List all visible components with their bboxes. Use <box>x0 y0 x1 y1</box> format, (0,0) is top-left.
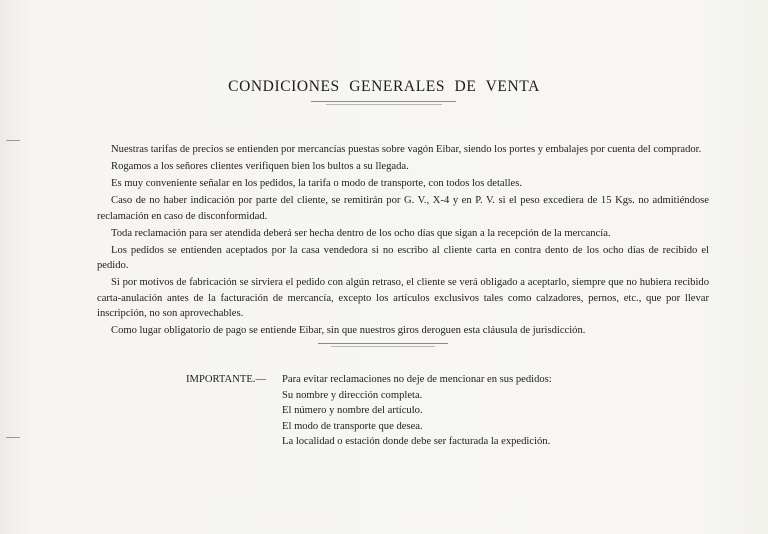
conditions-body <box>97 142 709 340</box>
title-divider <box>311 101 456 102</box>
paragraph: Rogamos a los señores clientes verifiquen bien los bultos a su llegada. <box>111 161 409 172</box>
important-line: La localidad o estación donde debe ser facturada la expedición. <box>282 436 551 447</box>
section-divider <box>318 343 448 344</box>
important-line: Su nombre y dirección completa. <box>282 389 423 401</box>
binder-hole-mark <box>0 437 22 440</box>
paragraph: Como lugar obligatorio de pago se entiende Eibar, sin que nuestros giros deroguen esta cláusula de jurisdicción. <box>111 325 586 336</box>
important-line: El número y nombre del artículo. <box>282 405 423 416</box>
page-title: CONDICIONES GENERALES DE VENTA <box>228 78 540 95</box>
important-line: El modo de transporte que desea. <box>282 420 423 432</box>
important-list <box>282 372 642 450</box>
important-label: IMPORTANTE.— <box>186 374 267 385</box>
paragraph: Los pedidos se entienden aceptados por la casa vendedora si no escribo al cliente carta en contra dento de los ocho días de recibido el pedido. <box>97 244 709 271</box>
paragraph: Caso de no haber indicación por parte del cliente, se remitirán por G. V., X-4 y en P. V. si el peso excediera de 15 Kgs. no admitiéndose reclamación en caso de disconformidad. <box>97 195 709 222</box>
paragraph: Es muy conveniente señalar en los pedidos, la tarifa o modo de transporte, con todos los detalles. <box>111 178 522 189</box>
binder-hole-mark <box>0 140 22 143</box>
important-line: Para evitar reclamaciones no deje de mencionar en sus pedidos: <box>282 374 552 385</box>
paragraph: Nuestras tarifas de precios se entienden por mercancías puestas sobre vagón Eibar, siendo los portes y embalajes por cuenta del comprador. <box>111 144 702 155</box>
paragraph: Toda reclamación para ser atendida deberá ser hecha dentro de los ocho días que sigan a la recepción de la mercancía. <box>111 227 611 239</box>
paragraph: Si por motivos de fabricación se sirviera el pedido con algún retraso, el cliente se verá obligado a aceptarlo, siempre que no hubiera recibido carta-anulación antes de la facturación de mercancía, excepto los artículos exclusivos tales como calzadores, pernos, etc., que por llevar inscripción, no son aprovechables. <box>97 277 709 319</box>
